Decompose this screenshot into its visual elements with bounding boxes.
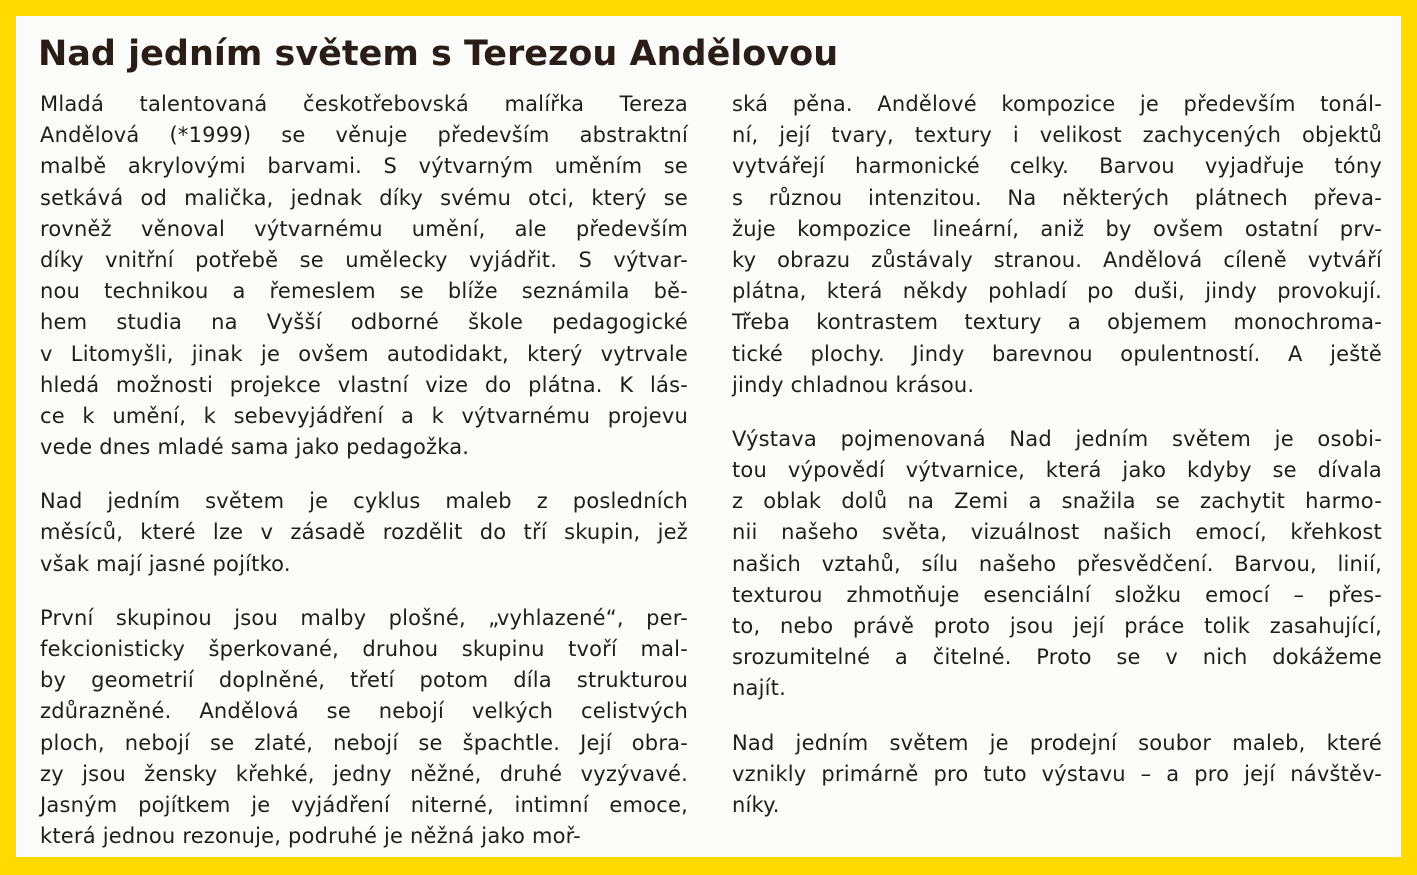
text-line: najít. — [732, 676, 786, 701]
text-line: by geometrií doplněné, třetí potom díla strukturou — [40, 668, 688, 693]
paragraph — [40, 603, 688, 853]
text-line: hem studia na Vyšší odborné škole pedagogické — [40, 310, 688, 335]
text-line: vytvářejí harmonické celky. Barvou vyjadřuje tóny — [732, 154, 1382, 179]
article-title: Nad jedním světem s Terezou Andělovou — [38, 34, 839, 74]
text-line: s různou intenzitou. Na některých plátnech převa- — [732, 185, 1382, 210]
text-line: Výstava pojmenovaná Nad jedním světem je osobi- — [732, 426, 1382, 451]
text-line: Jasným pojítkem je vyjádření niterné, intimní emoce, — [40, 792, 688, 817]
text-line: ce k umění, k sebevyjádření a k výtvarnému projevu — [40, 403, 688, 428]
paragraph — [732, 89, 1382, 401]
paragraph — [732, 424, 1382, 705]
text-line: hledá možnosti projekce vlastní vize do plátna. K lás- — [40, 372, 688, 397]
left-column — [40, 89, 688, 857]
text-line: níky. — [732, 792, 780, 817]
text-line: Nad jedním světem je prodejní soubor maleb, které — [732, 730, 1382, 755]
text-line: žuje kompozice lineární, aniž by ovšem ostatní prv- — [732, 216, 1382, 241]
paragraph — [40, 89, 688, 463]
text-line: ní, její tvary, textury i velikost zachycených objektů — [732, 123, 1382, 148]
text-line: našich vztahů, sílu našeho přesvědčení. Barvou, linií, — [732, 551, 1382, 576]
text-line: texturou zhmotňuje esenciální složku emocí – přes- — [732, 582, 1382, 607]
text-line: zdůrazněné. Andělová se nebojí velkých celistvých — [40, 699, 688, 724]
text-line: to, nebo právě proto jsou její práce tolik zasahující, — [732, 614, 1382, 638]
text-line: nii našeho světa, vizuálnost našich emocí, křehkost — [732, 520, 1382, 545]
text-line: vznikly primárně pro tuto výstavu – a pro její návštěv- — [732, 761, 1382, 786]
text-line: Mladá talentovaná českotřebovská malířka Tereza — [40, 92, 688, 116]
text-line: v Litomyšli, jinak je ovšem autodidakt, který vytrvale — [40, 341, 688, 366]
paragraph — [732, 728, 1382, 822]
text-line: vede dnes mladé sama jako pedagožka. — [40, 435, 470, 460]
text-line: tou výpovědí výtvarnice, která jako kdyby se dívala — [732, 458, 1382, 483]
text-line: ky obrazu zůstávaly stranou. Andělová cíleně vytváří — [732, 247, 1382, 272]
text-line: Nad jedním světem je cyklus maleb z posledních — [40, 489, 688, 514]
text-line: plátna, která někdy pohladí po duši, jindy provokují. — [732, 279, 1382, 304]
text-line: však mají jasné pojítko. — [40, 551, 291, 576]
text-line: zy jsou žensky křehké, jedny něžné, druhé vyzývavé. — [40, 761, 688, 786]
text-line: díky vnitřní potřebě se umělecky vyjádřit. S výtvar- — [40, 247, 688, 272]
text-line: malbě akrylovými barvami. S výtvarným uměním se — [40, 154, 688, 179]
article-page — [16, 16, 1401, 857]
text-line: nou technikou a řemeslem se blíže seznámila bě- — [40, 279, 688, 304]
text-line: která jednou rezonuje, podruhé je něžná jako moř- — [40, 824, 581, 849]
text-line: setkává od malička, jednak díky svému otci, který se — [40, 185, 688, 210]
text-line: Andělová (*1999) se věnuje především abstraktní — [40, 123, 688, 148]
text-line: měsíců, které lze v zásadě rozdělit do tří skupin, jež — [40, 520, 688, 545]
text-line: z oblak dolů na Zemi a snažila se zachytit harmo- — [732, 489, 1382, 514]
paragraph — [40, 486, 688, 580]
text-line: Třeba kontrastem textury a objemem monochroma- — [732, 310, 1382, 335]
text-line: fekcionisticky šperkované, druhou skupinu tvoří mal- — [40, 637, 688, 661]
text-line: tické plochy. Jindy barevnou opulentností. A ještě — [732, 341, 1382, 366]
text-line: srozumitelné a čitelné. Proto se v nich dokážeme — [732, 645, 1382, 670]
text-line: První skupinou jsou malby plošné, „vyhlazené“, per- — [40, 605, 688, 630]
text-line: jindy chladnou krásou. — [732, 372, 975, 397]
text-line: ploch, nebojí se zlaté, nebojí se špachtle. Její obra- — [40, 730, 688, 755]
text-line: rovněž věnoval výtvarnému umění, ale především — [40, 216, 688, 241]
text-line: ská pěna. Andělové kompozice je především tonál- — [732, 92, 1382, 116]
right-column — [732, 89, 1382, 844]
